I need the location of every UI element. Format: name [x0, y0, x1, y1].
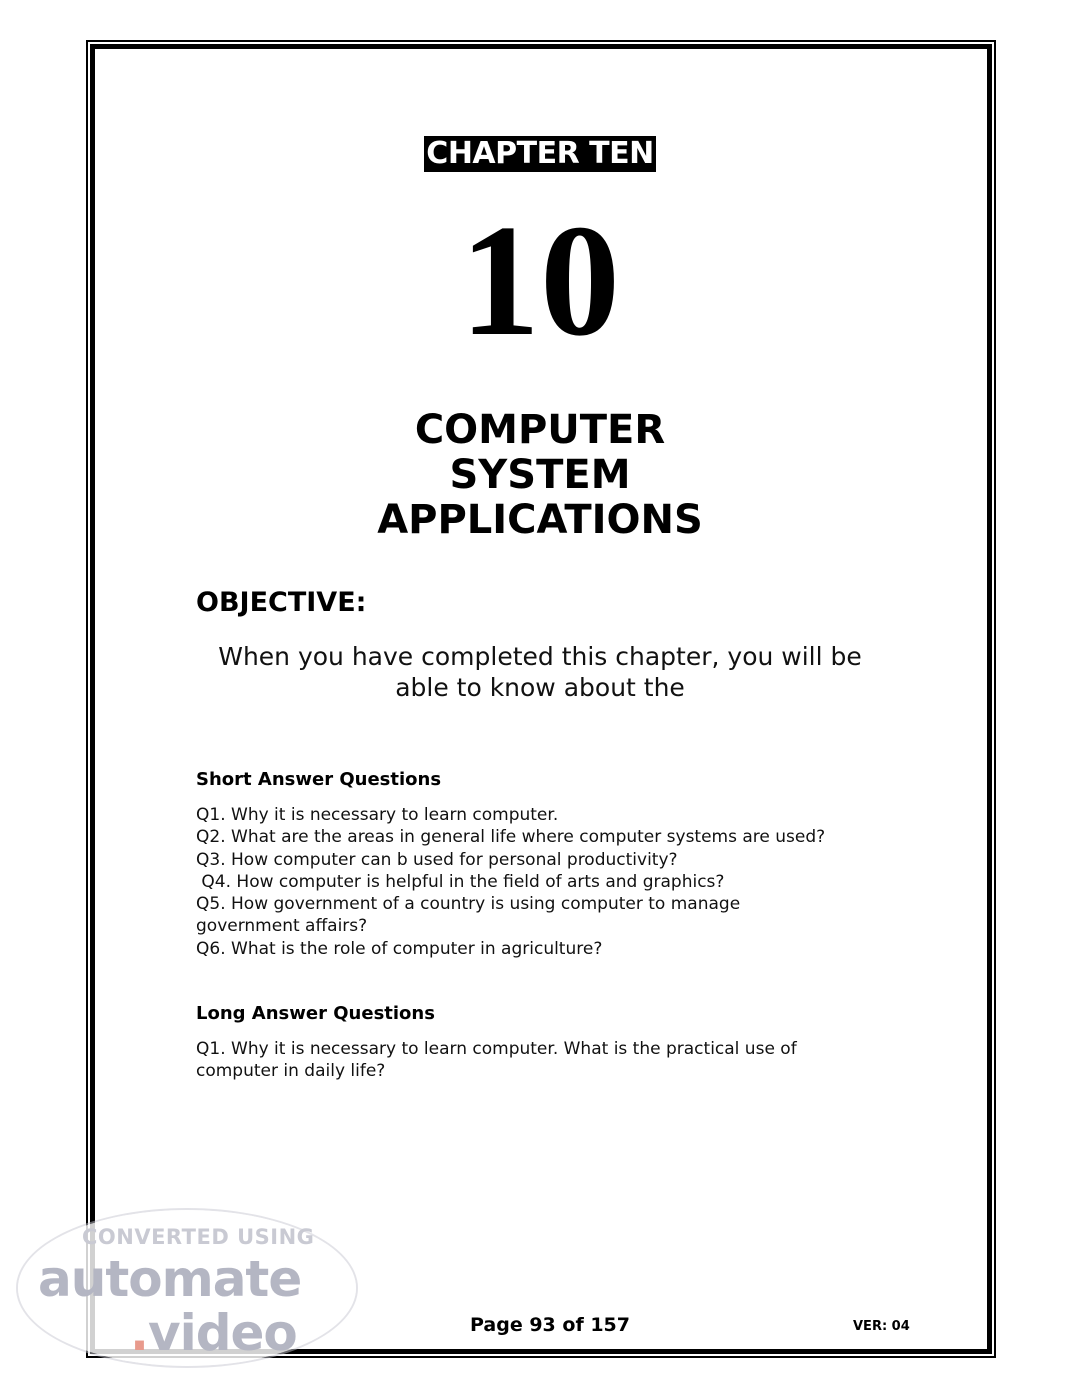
watermark-text-video: video	[148, 1304, 297, 1362]
long-answer-list	[196, 1038, 916, 1083]
short-answer-heading: Short Answer Questions	[196, 769, 442, 790]
chapter-label	[0, 136, 1080, 172]
question-line: Q1. Why it is necessary to learn computer.	[196, 805, 559, 825]
chapter-title-line: SYSTEM	[449, 452, 631, 498]
objective-text-line: When you have completed this chapter, you will be	[218, 642, 862, 671]
chapter-title-line: APPLICATIONS	[377, 497, 703, 543]
objective-heading: OBJECTIVE:	[196, 587, 367, 618]
question-line: Q1. Why it is necessary to learn computer. What is the practical use of	[196, 1039, 797, 1059]
question-line: Q2. What are the areas in general life where computer systems are used?	[196, 827, 826, 848]
objective-text-line: able to know about the	[395, 673, 685, 702]
page-number: Page 93 of 157	[470, 1314, 630, 1336]
chapter-title	[0, 408, 1080, 543]
long-answer-heading: Long Answer Questions	[196, 1003, 435, 1024]
chapter-label-text: CHAPTER TEN	[426, 136, 654, 171]
watermark-dot: .	[130, 1304, 148, 1362]
objective-text	[150, 641, 930, 703]
watermark-text-brand: automate	[38, 1250, 302, 1308]
chapter-number: 10	[460, 191, 620, 369]
watermark-text-top: CONVERTED USING	[82, 1225, 315, 1249]
question-line: Q5. How government of a country is using computer to manage	[196, 894, 741, 915]
question-line: Q6. What is the role of computer in agriculture?	[196, 938, 603, 959]
question-line: government affairs?	[196, 916, 368, 937]
watermark-text-suffix	[130, 1304, 297, 1362]
version-label: VER: 04	[853, 1319, 910, 1334]
chapter-title-line: COMPUTER	[414, 407, 666, 453]
question-line: Q4. How computer is helpful in the field of arts and graphics?	[196, 871, 725, 892]
short-answer-list	[196, 804, 916, 960]
question-line: Q3. How computer can b used for personal productivity?	[196, 849, 678, 870]
question-line: computer in daily life?	[196, 1061, 386, 1082]
